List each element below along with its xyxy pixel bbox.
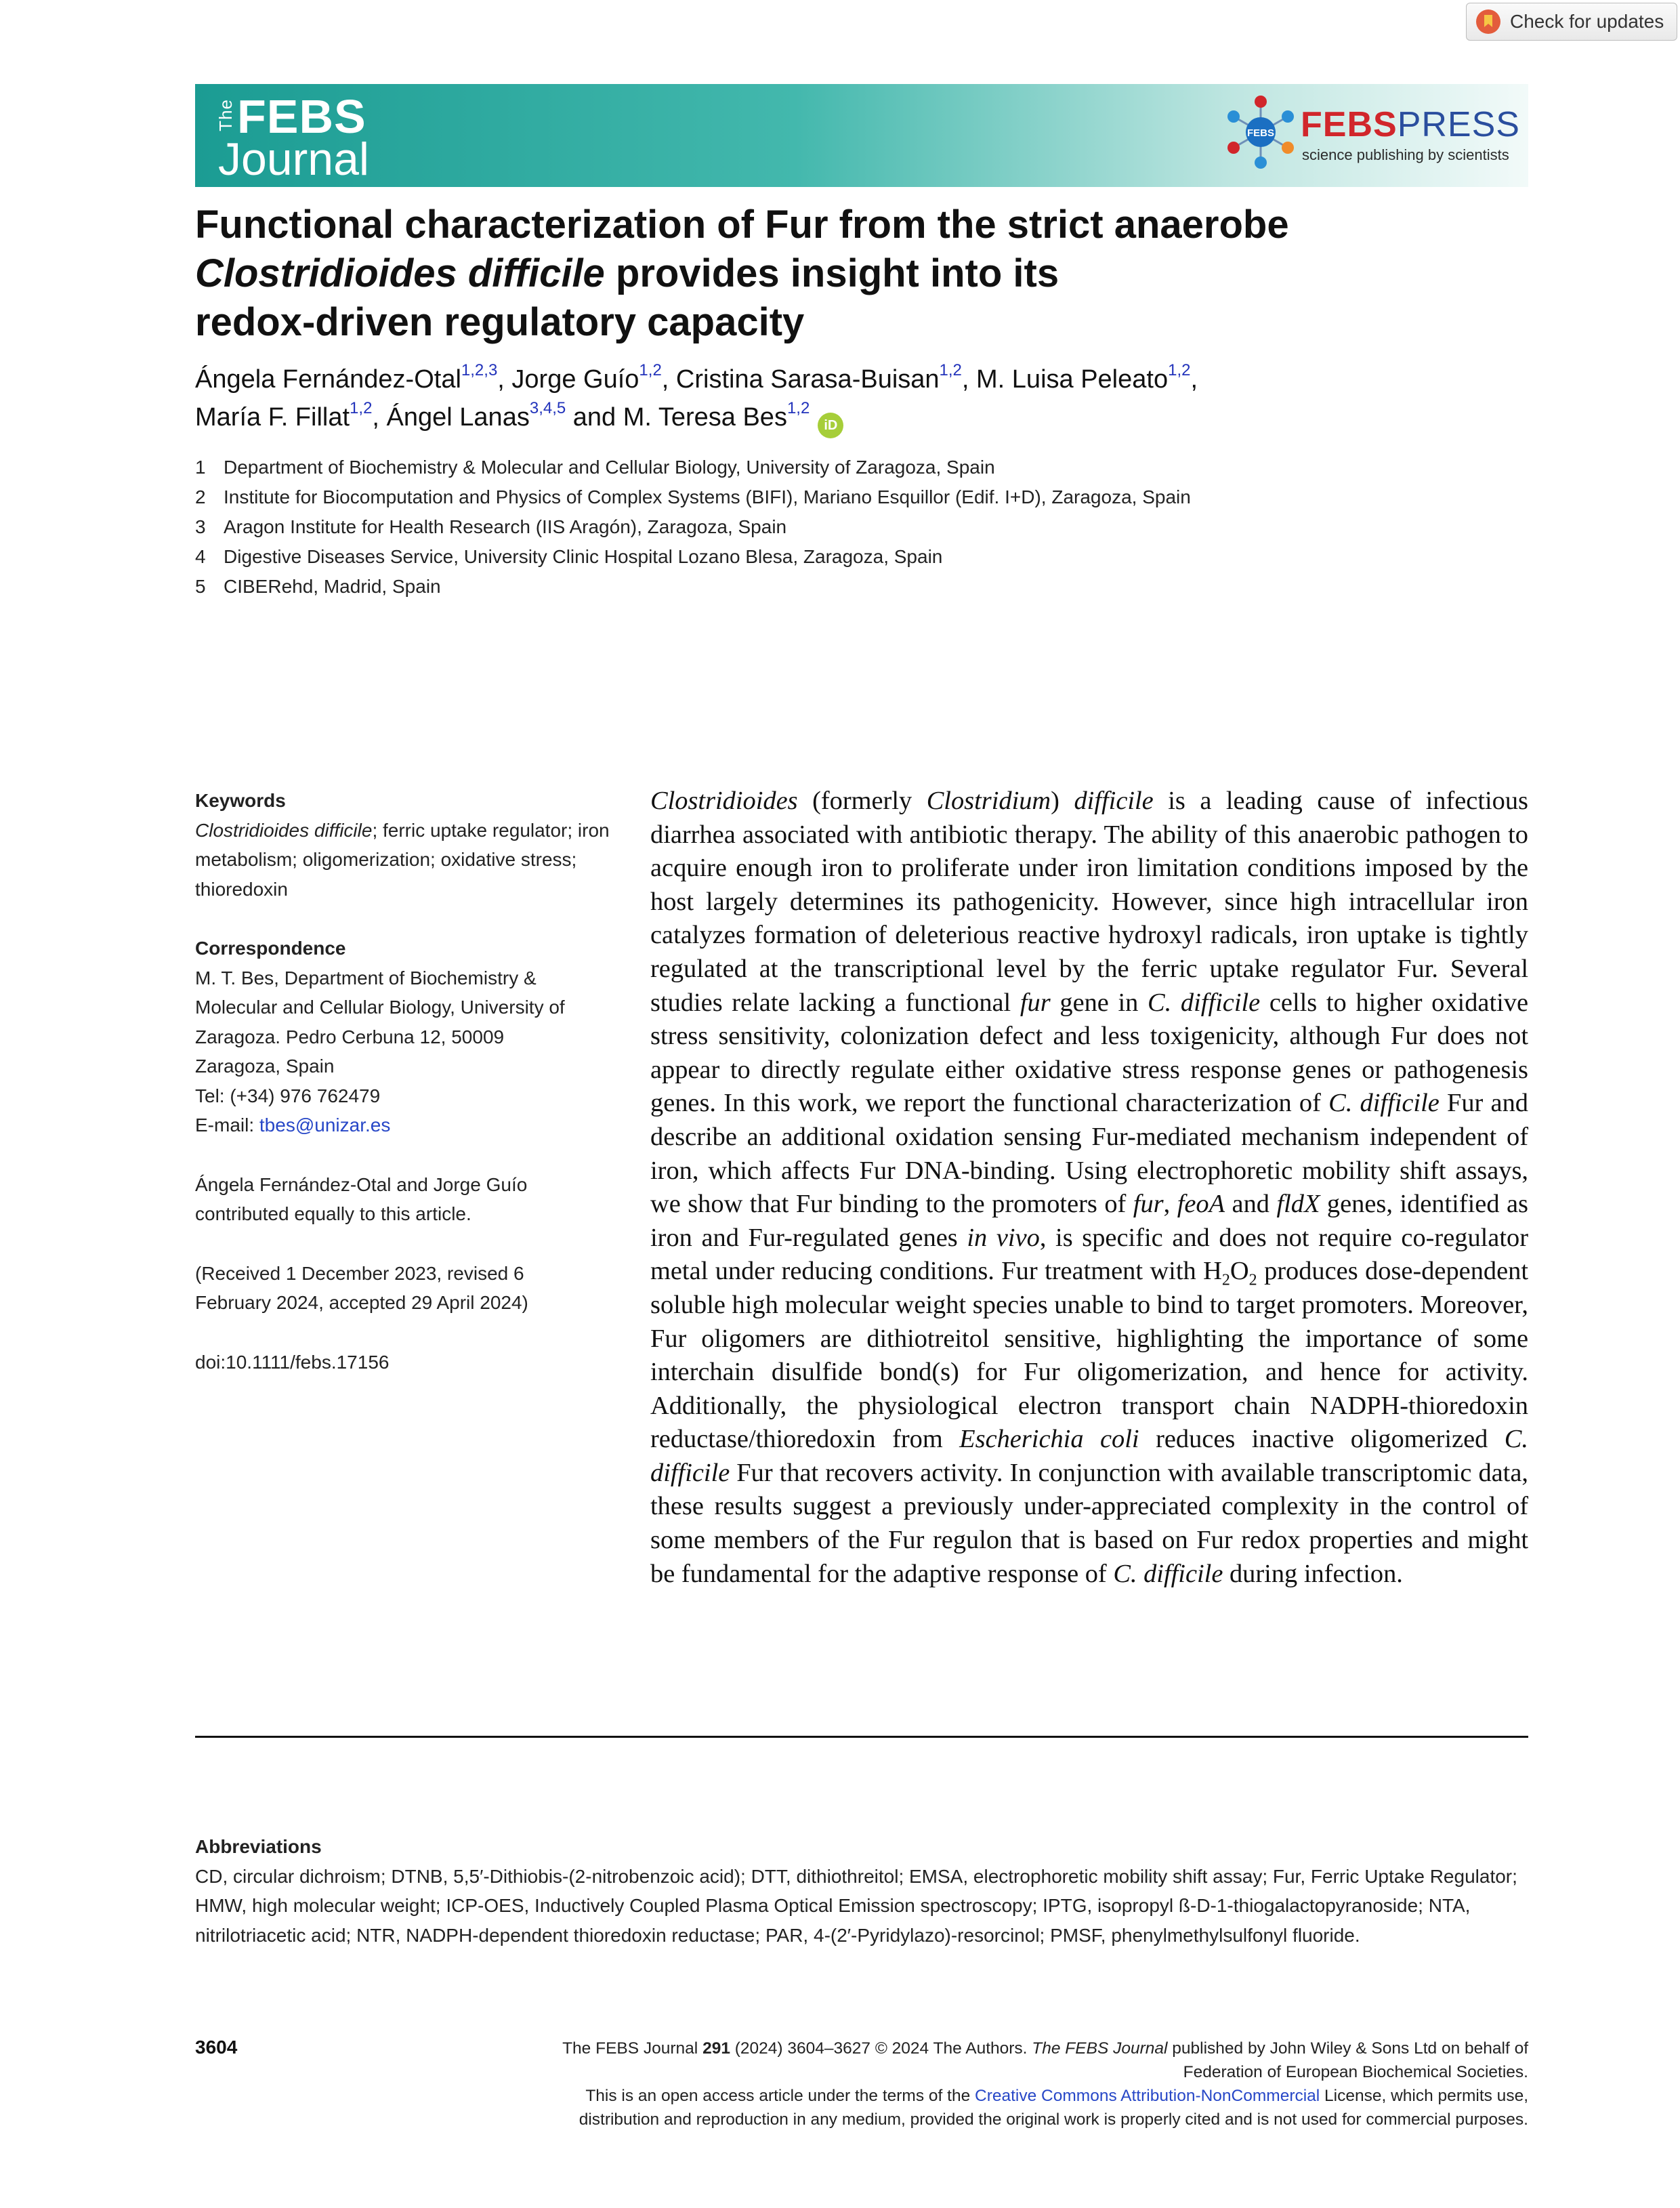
correspondence-line: Molecular and Cellular Biology, University of — [195, 997, 565, 1018]
correspondence-line: Zaragoza. Pedro Cerbuna 12, 50009 — [195, 1026, 505, 1047]
check-for-updates-label: Check for updates — [1510, 11, 1664, 32]
author-name: Ángela Fernández-Otal — [195, 365, 461, 394]
author-affil-sup: 1,2 — [1168, 361, 1191, 379]
molecule-label: FEBS — [1246, 127, 1275, 139]
febs-press-tagline: science publishing by scientists — [1302, 146, 1509, 163]
affiliation-item: 4 Digestive Diseases Service, University Clinic Hospital Lozano Blesa, Zaragoza, Spain — [195, 546, 943, 567]
author-name: María F. Fillat — [195, 403, 350, 432]
author-name: Jorge Guío — [511, 365, 639, 394]
doi: doi:10.1111/febs.17156 — [195, 1351, 390, 1373]
febs-press-wordmark: FEBSPRESS — [1301, 105, 1520, 144]
section-divider — [195, 1736, 1528, 1738]
correspondence-heading: Correspondence — [195, 938, 346, 959]
febs-press-logo — [1223, 95, 1521, 176]
footer-line-2: Federation of European Biochemical Societies. — [1183, 2063, 1528, 2081]
febs-molecule-icon — [1223, 95, 1298, 169]
author-affil-sup: 3,4,5 — [529, 399, 566, 417]
page-footer — [406, 2037, 1528, 2131]
author-line-2: María F. Fillat$^{1,2}$, Ángel Lanas$^{3,4,5}$ and M. Teresa Bes$^{1,2}$iD — [195, 398, 1543, 438]
febs-journal-logo — [215, 89, 419, 184]
footer-line-4: distribution and reproduction in any medium, provided the original work is properly cited and is not used for commercial purposes. — [579, 2110, 1528, 2129]
affiliation-list — [195, 453, 1543, 602]
title-line-3: redox-driven regulatory capacity — [195, 300, 805, 344]
equal-contribution-note: contributed equally to this article. — [195, 1203, 471, 1224]
footer-line-3: This is an open access article under the terms of the Creative Commons Attribution-NonCommercial License, which permits use, — [585, 2087, 1528, 2105]
author-list — [195, 360, 1543, 438]
title-line-1: Functional characterization of Fur from the strict anaerobe — [195, 203, 1289, 247]
author-affil-sup: 1,2 — [939, 361, 962, 379]
author-name: Cristina Sarasa-Buisan — [675, 365, 940, 394]
keywords-heading: Keywords — [195, 790, 286, 811]
equal-contribution-note: Ángela Fernández-Otal and Jorge Guío — [195, 1173, 528, 1195]
title-line-2: Clostridioides difficile provides insight into its — [195, 251, 1059, 295]
received-dates: February 2024, accepted 29 April 2024) — [195, 1292, 528, 1313]
affiliation-item: 1 Department of Biochemistry & Molecular and Cellular Biology, University of Zaragoza, Spain — [195, 457, 995, 478]
author-name: Ángel Lanas — [386, 403, 530, 432]
author-affil-sup: 1,2 — [350, 399, 373, 417]
correspondence-line: Zaragoza, Spain — [195, 1056, 335, 1077]
affiliation-item: 5 CIBERehd, Madrid, Spain — [195, 576, 441, 597]
author-affil-sup: 1,2 — [639, 361, 662, 379]
footer-line-1: The FEBS Journal 291 (2024) 3604–3627 © 2024 The Authors. The FEBS Journal published by John Wiley & Sons Ltd on behalf of — [562, 2039, 1528, 2058]
author-line-1: Ángela Fernández-Otal$^{1,2,3}$, Jorge Guío$^{1,2}$, Cristina Sarasa-Buisan$^{1,2}$, M. Luisa Peleato$^{1,2}$, — [195, 361, 1198, 394]
logo-journal: Journal — [218, 133, 370, 185]
email-line: E-mail: tbes@unizar.es — [195, 1115, 391, 1136]
abbreviations — [195, 1832, 1528, 1950]
check-for-updates-button[interactable] — [1466, 3, 1677, 41]
received-dates: (Received 1 December 2023, revised 6 — [195, 1262, 524, 1284]
correspondence-line: Tel: (+34) 976 762479 — [195, 1085, 381, 1106]
logo-febs: FEBS — [237, 90, 366, 143]
abbreviations-text: CD, circular dichroism; DTNB, 5,5′-Dithiobis-(2-nitrobenzoic acid); DTT, dithiothreitol; EMSA, electrophoretic mobility shift assay; Fur, Ferric Uptake Regulator; HMW, high molecular weight; ICP-OES, Inductively Coupled Plasma Optical Emission spectroscopy; IPTG, isopropyl ß-D-1-thiogalactopyranoside; NTA, nitrilotriacetic acid; NTR, NADPH-dependent thioredoxin reductase; PAR, 4-(2′-Pyridylazo)-resorcinol; PMSF, phenylmethylsulfonyl fluoride. — [195, 1865, 1517, 1946]
page-number: 3604 — [195, 2037, 238, 2058]
keywords-text: Clostridioides difficile; ferric uptake regulator; iron metabolism; oligomerization; oxidative stress; thioredoxin — [195, 819, 610, 900]
affiliation-item: 3 Aragon Institute for Health Research (IIS Aragón), Zaragoza, Spain — [195, 516, 787, 537]
author-name: M. Teresa Bes — [623, 403, 787, 432]
correspondence-line: M. T. Bes, Department of Biochemistry & — [195, 967, 537, 988]
article-title — [195, 201, 1550, 347]
logo-the: The — [215, 99, 236, 131]
abstract: Clostridioides (formerly Clostridium) difficile is a leading cause of infectious diarrhea associated with antibiotic therapy. The ability of this anaerobic pathogen to acquire enough iron to proliferate under iron limitation conditions imposed by the host largely determines its pathogenicity. However, since high intracellular iron catalyzes formation of deleterious reactive hydroxyl radicals, iron uptake is tightly regulated at the transcriptional level by the ferric uptake regulator Fur. Several studies relate lacking a functional fur gene in C. difficile cells to higher oxidative stress sensitivity, colonization defect and less toxigenicity, although Fur does not appear to directly regulate either oxidative stress response genes or pathogenesis genes. In this work, we report the functional characterization of C. difficile Fur and describe an additional oxidation sensing Fur-mediated mechanism independent of iron, which affects Fur DNA-binding. Using electrophoretic mobility shift assays, we show that Fur binding to the promoters of fur, feoA and fldX genes, identified as iron and Fur-regulated genes in vivo, is specific and does not require co-regulator metal under reducing conditions. Fur treatment with $H_2O_2$ produces dose-dependent soluble high molecular weight species unable to bind to target promoters. Moreover, Fur oligomers are dithiotreitol sensitive, highlighting the importance of some interchain disulfide bond(s) for Fur oligomerization, and hence for activity. Additionally, the physiological electron transport chain NADPH-thioredoxin reductase/thioredoxin from Escherichia coli reduces inactive oligomerized C. difficile Fur that recovers activity. In conjunction with available transcriptomic data, these results suggest a previously under-appreciated complexity in the control of some members of the Fur regulon that is based on Fur redox properties and might be fundamental for the adaptive response of C. difficile during infection. — [650, 787, 1529, 1588]
article-info-sidebar — [195, 786, 629, 1377]
author-affil-sup: 1,2 — [786, 399, 810, 417]
author-affil-sup: 1,2,3 — [461, 361, 498, 379]
orcid-icon[interactable]: iD — [818, 413, 843, 438]
abbreviations-heading: Abbreviations — [195, 1836, 322, 1857]
license-link[interactable]: Creative Commons Attribution-NonCommercial — [975, 2087, 1320, 2105]
crossmark-icon — [1476, 9, 1500, 34]
email-link[interactable]: tbes@unizar.es — [259, 1115, 391, 1136]
affiliation-item: 2 Institute for Biocomputation and Physics of Complex Systems (BIFI), Mariano Esquillor (Edif. I+D), Zaragoza, Spain — [195, 486, 1191, 507]
author-name: M. Luisa Peleato — [976, 365, 1169, 394]
